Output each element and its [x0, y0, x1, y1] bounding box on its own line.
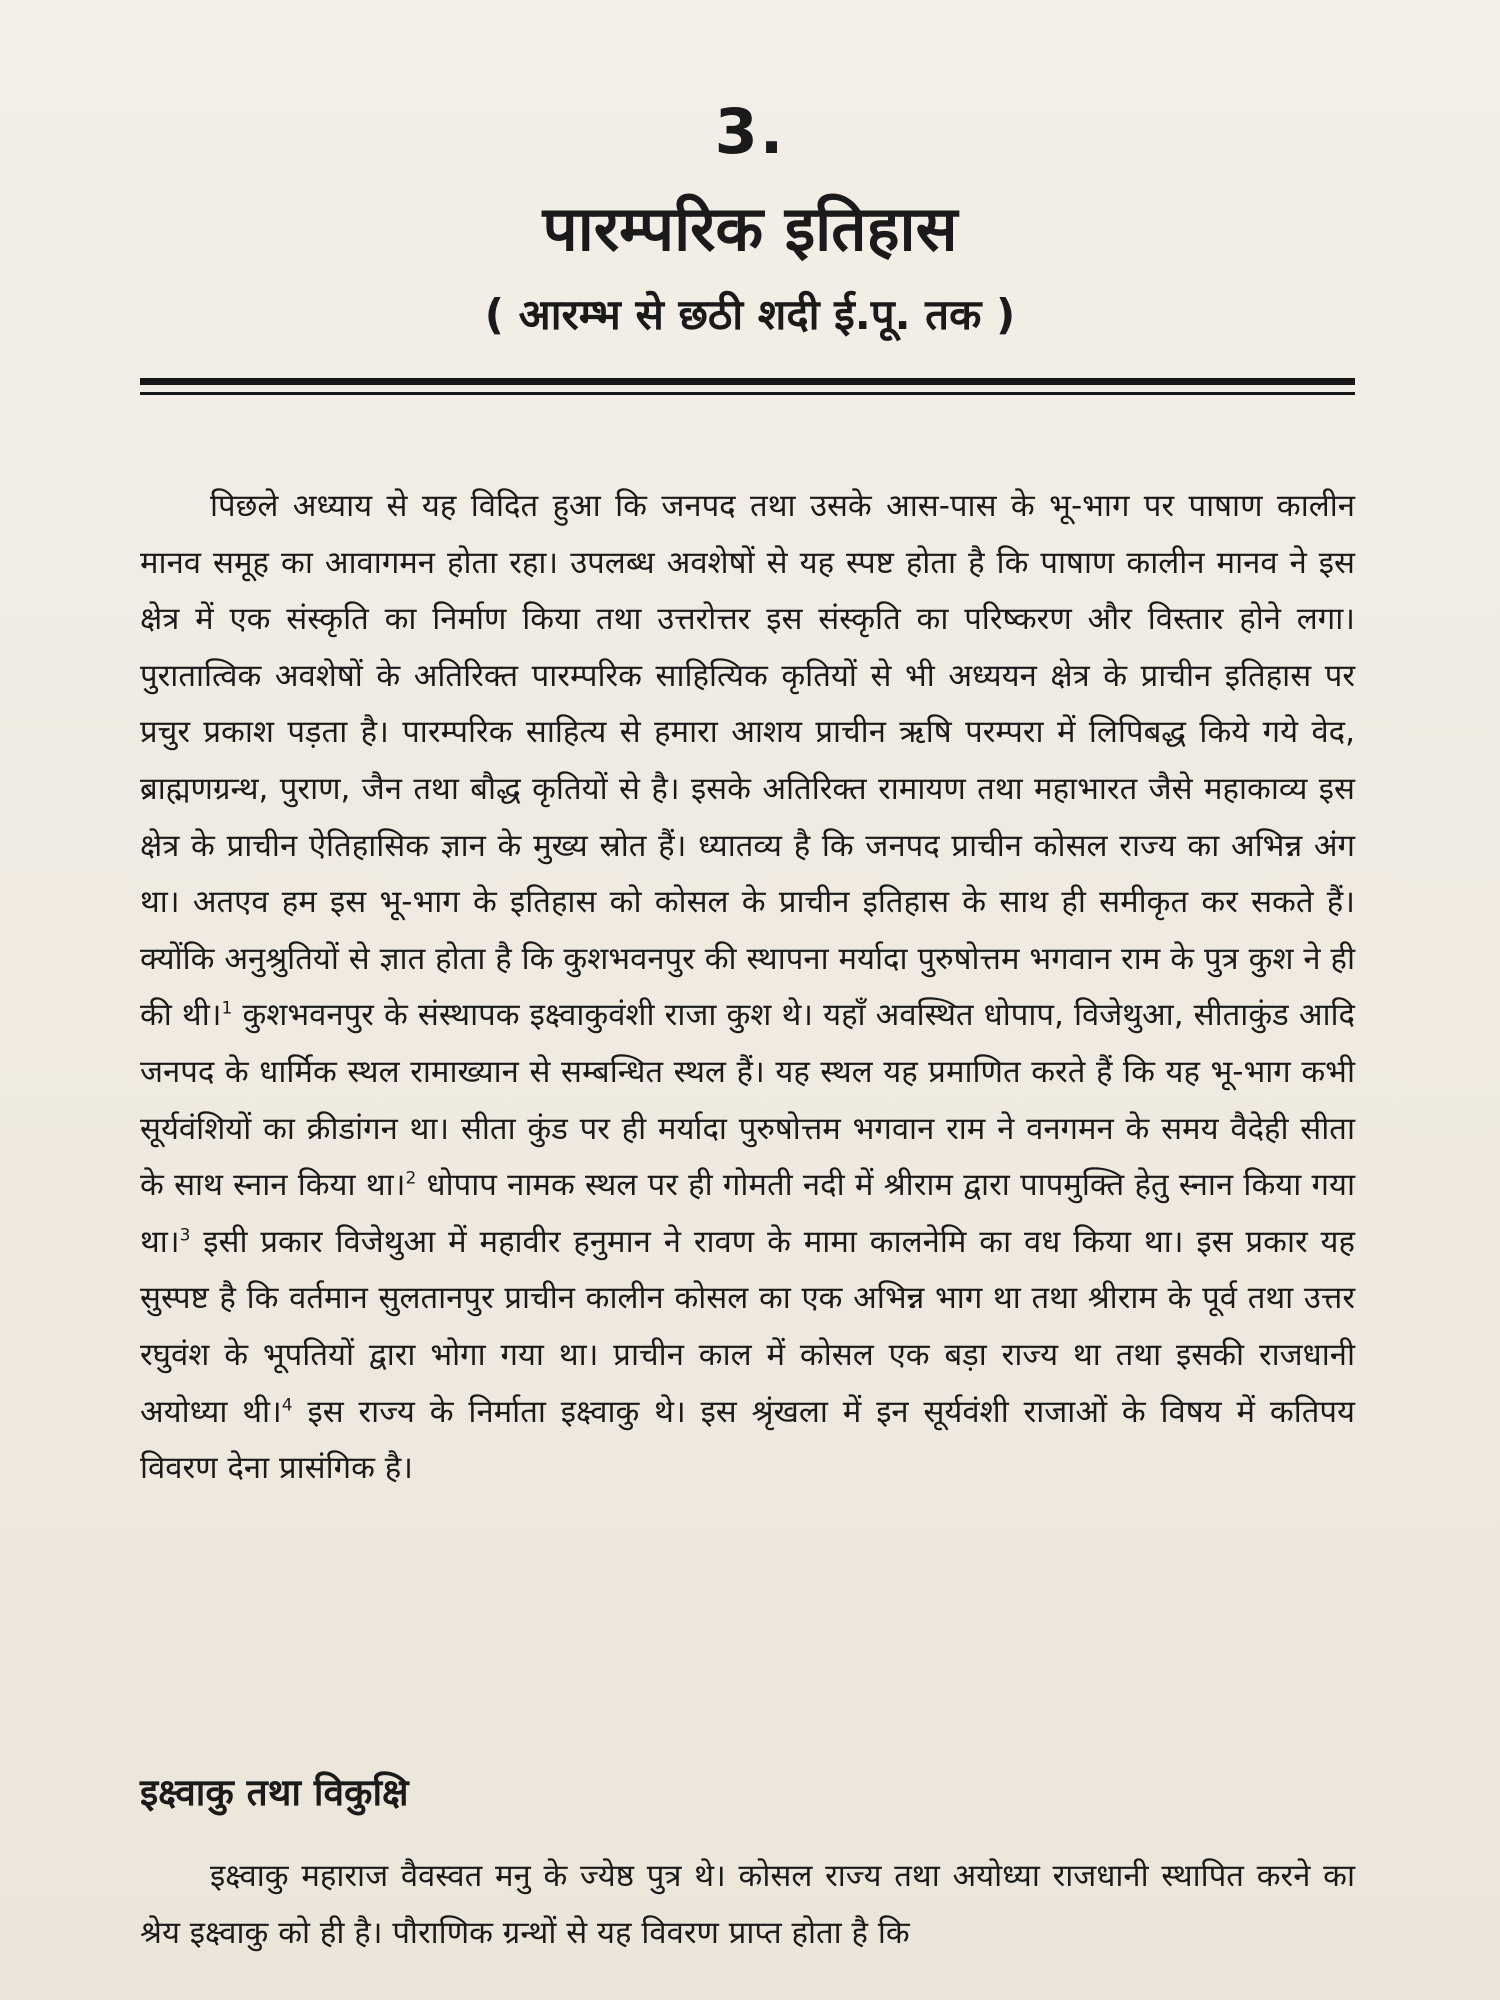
- footnote-ref: 3: [179, 1225, 191, 1246]
- paragraph-intro: [140, 478, 1355, 1497]
- chapter-title: पारम्परिक इतिहास: [542, 192, 958, 265]
- footnote-ref: 4: [281, 1395, 293, 1416]
- title-rule-thick: [140, 378, 1355, 385]
- paragraph-text: कुशभवनपुर के संस्थापक इक्ष्वाकुवंशी राजा कुश थे। यहाँ अवस्थित धोपाप, विजेथुआ, सीताकुंड आदि जनपद के धार्मिक स्थल रामाख्यान से सम्बन्धित स्थल हैं। यह स्थल यह प्रमाणित करते हैं कि यह भू-भाग कभी सूर्यवंशियों का क्रीडांगन था। सीता कुंड पर ही मर्यादा पुरुषोत्तम भगवान राम ने वनगमन के समय वैदेही सीता के साथ स्नान किया था।: [140, 997, 1355, 1204]
- title-rule-thin: [140, 392, 1355, 395]
- chapter-subtitle: ( आरम्भ से छठी शदी ई.पू. तक ): [484, 290, 1016, 339]
- paragraph-text: पिछले अध्याय से यह विदित हुआ कि जनपद तथा उसके आस-पास के भू-भाग पर पाषाण कालीन मानव समूह का आवागमन होता रहा। उपलब्ध अवशेषों से यह स्पष्ट होता है कि पाषाण कालीन मानव ने इस क्षेत्र में एक संस्कृति का निर्माण किया तथा उत्तरोत्तर इस संस्कृति का परिष्करण और विस्तार होने लगा। पुरातात्विक अवशेषों के अतिरिक्त पारम्परिक साहित्यिक कृतियों से भी अध्ययन क्षेत्र के प्राचीन इतिहास पर प्रचुर प्रकाश पड़ता है। पारम्परिक साहित्य से हमारा आशय प्राचीन ऋषि परम्परा में लिपिबद्ध किये गये वेद, ब्राह्मणग्रन्थ, पुराण, जैन तथा बौद्ध कृतियों से है। इसके अतिरिक्त रामायण तथा महाभारत जैसे महाकाव्य इस क्षेत्र के प्राचीन ऐतिहासिक ज्ञान के मुख्य स्रोत हैं। ध्यातव्य है कि जनपद प्राचीन कोसल राज्य का अभिन्न अंग था। अतएव हम इस भू-भाग के इतिहास को कोसल के प्राचीन इतिहास के साथ ही समीकृत कर सकते हैं। क्योंकि अनुश्रुतियों से ज्ञात होता है कि कुशभवनपुर की स्थापना मर्यादा पुरुषोत्तम भगवान राम के पुत्र कुश ने ही की थी।: [140, 488, 1355, 1034]
- section-heading: इक्ष्वाकु तथा विकुक्षि: [140, 1771, 409, 1814]
- chapter-number: 3.: [714, 95, 786, 168]
- footnote-ref: 2: [405, 1168, 417, 1189]
- paragraph-text: इसी प्रकार विजेथुआ में महावीर हनुमान ने रावण के मामा कालनेमि का वध किया था। इस प्रकार यह सुस्पष्ट है कि वर्तमान सुलतानपुर प्राचीन कालीन कोसल का एक अभिन्न भाग था तथा श्रीराम के पूर्व तथा उत्तर रघुवंश के भूपतियों द्वारा भोगा गया था। प्राचीन काल में कोसल एक बड़ा राज्य था तथा इसकी राजधानी अयोध्या थी।: [140, 1223, 1355, 1430]
- paragraph-ikshvaku: इक्ष्वाकु महाराज वैवस्वत मनु के ज्येष्ठ पुत्र थे। कोसल राज्य तथा अयोध्या राजधानी स्थापित करने का श्रेय इक्ष्वाकु को ही है। पौराणिक ग्रन्थों से यह विवरण प्राप्त होता है कि: [140, 1858, 1355, 1951]
- paragraph-text: इस राज्य के निर्माता इक्ष्वाकु थे। इस श्रृंखला में इन सूर्यवंशी राजाओं के विषय में कतिपय विवरण देना प्रासंगिक है।: [140, 1393, 1355, 1487]
- paragraph-text: धोपाप नामक स्थल पर ही गोमती नदी में श्रीराम द्वारा पापमुक्ति हेतु स्नान किया गया था।: [140, 1167, 1356, 1260]
- footnote-ref: 1: [221, 999, 233, 1020]
